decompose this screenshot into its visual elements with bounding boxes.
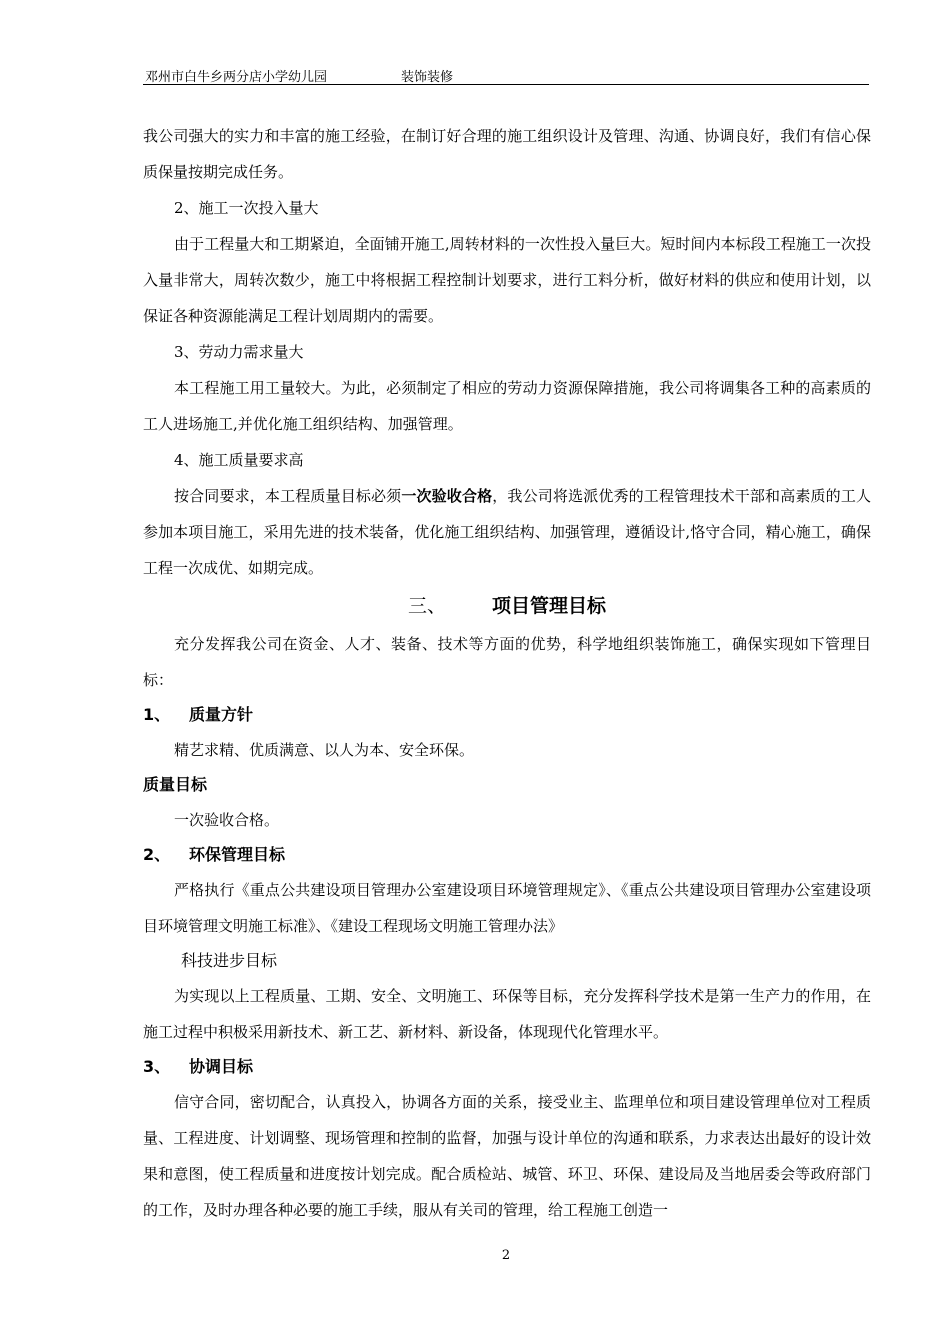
paragraph: 由于工程量大和工期紧迫，全面铺开施工,周转材料的一次性投入量巨大。短时间内本标段工程施工一次投入量非常大，周转次数少，施工中将根据工程控制计划要求，进行工料分析，做好材料的供应和使用计划，以保证各种资源能满足工程计划周期内的需要。: [143, 235, 871, 325]
heading-number: 1、: [143, 705, 171, 724]
section-title: [143, 586, 871, 626]
paragraph: 信守合同，密切配合，认真投入，协调各方面的关系，接受业主、监理单位和项目建设管理单位对工程质量、工程进度、计划调整、现场管理和控制的监督，加强与设计单位的沟通和联系，力求表达出最好的设计效果和意图，使工程质量和进度按计划完成。配合质检站、城管、环卫、环保、建设局及当地居委会等政府部门的工作，及时办理各种必要的施工手续，服从有关司的管理，给工程施工创造一: [143, 1093, 871, 1219]
heading: 质量目标: [143, 775, 208, 794]
text-run: 按合同要求，本工程质量目标必须: [174, 487, 402, 505]
paragraph: 精艺求精、优质满意、以人为本、安全环保。: [174, 741, 475, 759]
heading-text: 质量方针: [189, 705, 254, 724]
section-title-text: 项目管理目标: [492, 595, 607, 617]
bold-text: 一次验收合格: [401, 487, 493, 505]
heading-text: 环保管理目标: [189, 845, 286, 864]
paragraph: 本工程施工用工量较大。为此，必须制定了相应的劳动力资源保障措施，我公司将调集各工种的高素质的工人进场施工,并优化施工组织结构、加强管理。: [143, 379, 871, 433]
heading-number: 3、: [143, 1057, 171, 1076]
paragraph: 一次验收合格。: [174, 811, 280, 829]
item-title: 3、劳动力需求量大: [174, 343, 304, 361]
document-body: [143, 118, 871, 1228]
page-number: 2: [501, 1248, 511, 1263]
paragraph: [143, 478, 871, 586]
heading-number: 2、: [143, 845, 171, 864]
paragraph: 严格执行《重点公共建设项目管理办公室建设项目环境管理规定》、《重点公共建设项目管理办公室建设项目环境管理文明施工标准》、《建设工程现场文明施工管理办法》: [143, 881, 871, 935]
header-organization: 邓州市白牛乡两分店小学幼儿园: [145, 70, 328, 85]
paragraph: 我公司强大的实力和丰富的施工经验，在制订好合理的施工组织设计及管理、沟通、协调良好，我们有信心保质保量按期完成任务。: [143, 127, 871, 181]
item-title: 4、施工质量要求高: [174, 451, 304, 469]
heading: 科技进步目标: [181, 951, 278, 970]
heading: [143, 1050, 871, 1084]
section-number: 三、: [407, 595, 446, 617]
header-subject: 装饰装修: [401, 70, 454, 85]
page-header: [143, 64, 869, 85]
paragraph: 充分发挥我公司在资金、人才、装备、技术等方面的优势，科学地组织装饰施工，确保实现如下管理目标：: [143, 635, 871, 689]
text-run: ，我公司将选派优秀的工程管理技术干部和高素质的工人参加本项目施工，采用先进的技术装备，优化施工组织结构、加强管理，遵循设计,恪守合同，精心施工，确保工程一次成优、如期完成。: [143, 487, 871, 577]
heading: [143, 698, 871, 732]
heading: [143, 838, 871, 872]
heading-text: 协调目标: [189, 1057, 254, 1076]
paragraph: 为实现以上工程质量、工期、安全、文明施工、环保等目标，充分发挥科学技术是第一生产力的作用，在施工过程中积极采用新技术、新工艺、新材料、新设备，体现现代化管理水平。: [143, 987, 871, 1041]
item-title: 2、施工一次投入量大: [174, 199, 319, 217]
